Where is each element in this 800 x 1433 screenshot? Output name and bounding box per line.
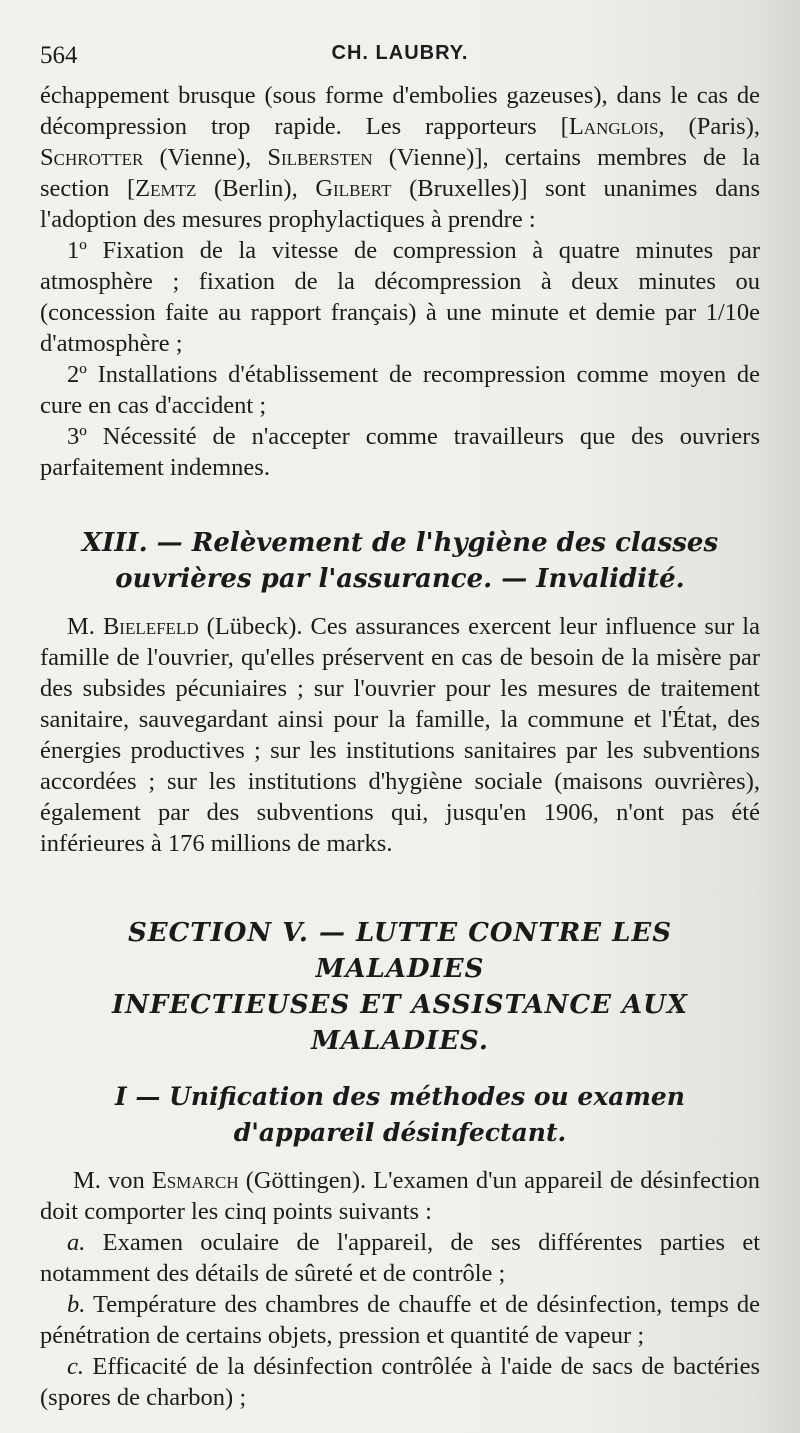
text-run: Température des chambres de chauffe et de désinfection, temps de pénétration de certains objets, pression et quantité de vapeur ;	[40, 1291, 760, 1349]
author-bielefeld: Bielefeld	[102, 613, 199, 640]
running-head: CH. LAUBRY.	[331, 42, 469, 64]
section-v-heading	[40, 915, 760, 1059]
point-a	[40, 1227, 760, 1289]
author-langlois: Langlois	[568, 113, 659, 140]
esmarch-block	[40, 1165, 760, 1413]
point-label: b.	[67, 1291, 86, 1318]
heading-line: MALADIES.	[311, 1026, 489, 1056]
page-number: 564	[40, 42, 78, 69]
intro-paragraph	[40, 80, 760, 235]
heading-line: XIII. — Relèvement de l'hygiène des classes	[81, 528, 719, 558]
bielefeld-block	[40, 611, 760, 859]
point-c	[40, 1351, 760, 1413]
text-run: Examen oculaire de l'appareil, de ses différentes parties et notamment des détails de sûreté et de contrôle ;	[40, 1229, 760, 1287]
author-schrotter: Schrotter	[40, 144, 144, 171]
subsection-i-heading	[40, 1079, 760, 1151]
text-run: échappement brusque (sous forme d'embolies gazeuses), dans le cas de décompression trop rapide. Les rapporteurs [	[40, 82, 760, 140]
heading-line: I — Unification des méthodes ou examen	[115, 1082, 685, 1111]
measure-item-2: 2º Installations d'établissement de recompression comme moyen de cure en cas d'accident ;	[40, 361, 760, 419]
text-run: (Lübeck). Ces assurances exercent leur influence sur la famille de l'ouvrier, qu'elles préservent en cas de besoin de la misère par des subsides pécuniaires ; sur l'ouvrier pour les mesures de traitement sanitaire, sauvegardant ainsi pour la famille, la commune et l'État, des énergies productives ; sur les institutions sanitaires par les subventions accordées ; sur les institutions d'hygiène sociale (maisons ouvrières), également par des subventions qui, jusqu'en 1906, n'ont pas été inférieures à 176 millions de marks.	[40, 613, 760, 857]
author-esmarch: Esmarch	[151, 1167, 239, 1194]
measure-item-1: 1º Fixation de la vitesse de compression à quatre minutes par atmosphère ; fixation de la décompression à deux minutes ou (concession faite au rapport français) à une minute et demie par 1/10e d'atmosphère ;	[40, 237, 760, 357]
heading-line: INFECTIEUSES ET ASSISTANCE AUX	[111, 990, 689, 1020]
text-run: Efficacité de la désinfection contrôlée à l'aide de sacs de bactéries (spores de charbon) ;	[40, 1353, 760, 1411]
intro-block	[40, 80, 760, 483]
author-gilbert: Gilbert	[315, 175, 392, 202]
text-run: (Vienne)], certains membres de la section [	[40, 144, 760, 202]
text-run: (Vienne),	[143, 144, 268, 171]
esmarch-paragraph	[40, 1165, 760, 1227]
point-b	[40, 1289, 760, 1351]
text-run: (Bruxelles)] sont unanimes dans l'adoption des mesures prophylactiques à prendre :	[40, 175, 760, 233]
text-run: , (Paris),	[658, 113, 760, 140]
bielefeld-paragraph	[40, 611, 760, 859]
measure-item-3: 3º Nécessité de n'accepter comme travailleurs que des ouvriers parfaitement indemnes.	[40, 423, 760, 481]
text-run: (Berlin),	[196, 175, 316, 202]
heading-line: d'appareil désinfectant.	[233, 1118, 567, 1147]
text-run: M. von	[73, 1167, 152, 1194]
point-label: c.	[67, 1353, 84, 1380]
point-label: a.	[67, 1229, 86, 1256]
text-run: (Göttingen). L'examen d'un appareil de désinfection doit comporter les cinq points suivants :	[40, 1167, 760, 1225]
text-run: M.	[67, 613, 103, 640]
author-zemtz: Zemtz	[135, 175, 197, 202]
page-header	[40, 38, 760, 80]
section-xiii-heading	[40, 525, 760, 597]
heading-line: ouvrières par l'assurance. — Invalidité.	[115, 564, 685, 594]
author-silbersten: Silbersten	[267, 144, 373, 171]
heading-line: SECTION V. — LUTTE CONTRE LES MALADIES	[127, 918, 673, 984]
